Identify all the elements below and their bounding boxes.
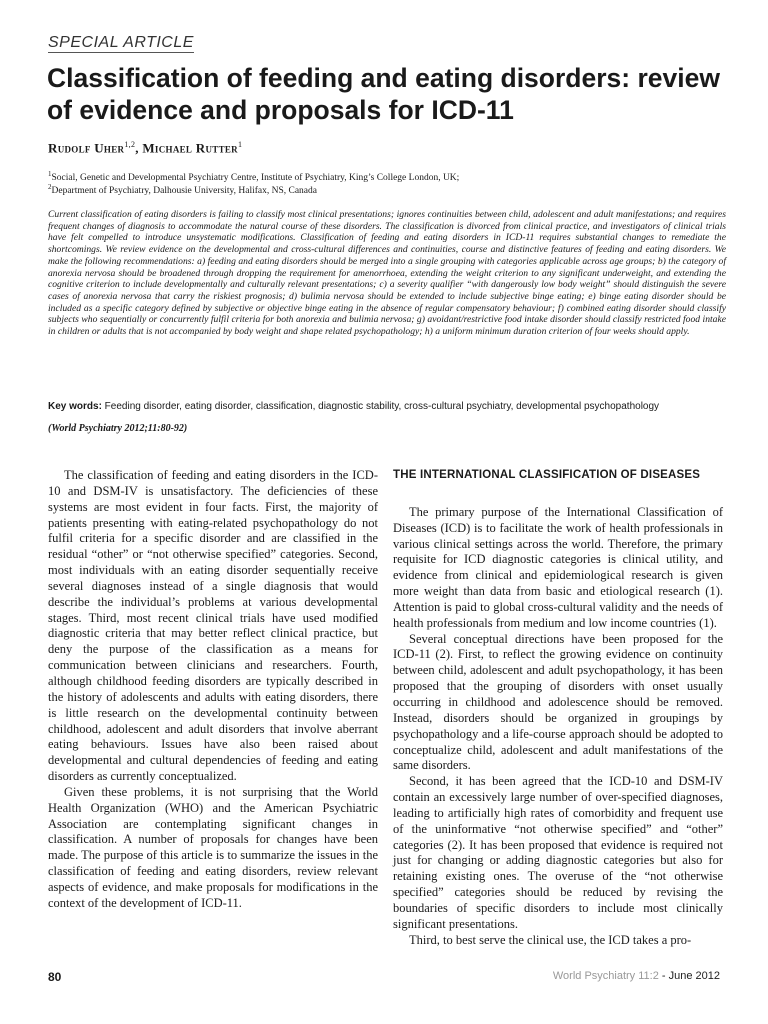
footer-separator: - [658,970,669,982]
body-paragraph: Given these problems, it is not surprising that the World Health Organization (WHO) and the American Psychiatric Association are contemplating significant changes in classification. A number of proposals for changes have been made. The purpose of this article is to summarize the issues in the classification of feeding and eating disorders, review relevant aspects of evidence, and make proposals for modifications in the context of the development of ICD-11. [48,784,378,910]
section-heading: THE INTERNATIONAL CLASSIFICATION OF DISEASES [393,469,701,481]
journal-name: World Psychiatry 11:2 [552,970,659,982]
affiliation-number: 2 [48,183,52,191]
author-separator: , [135,140,143,156]
body-column-right [393,468,723,948]
section-label: SPECIAL ARTICLE [48,34,194,51]
body-paragraph: Second, it has been agreed that the ICD-10 and DSM-IV contain an excessively large number of over-specified diagnoses, leading to artificially high rates of comorbidity and frequent use of the uninformative “not otherwise specified” and “other” categories (2). It has been proposed that evidence is required not just for changing or adding diagnostic categories but also for retaining existing ones. The overuse of the “not otherwise specified” categories should be reduced by revising the boundaries of specific disorders to include most clinically significant presentations. [393,774,723,931]
affiliation-text: Department of Psychiatry, Dalhousie University, Halifax, NS, Canada [51,186,317,197]
author-affiliation-mark: 1 [237,140,243,149]
keywords-label: Key words: [48,401,102,412]
article-title: Classification of feeding and eating disorders: review of evidence and proposals for ICD-11 [47,63,720,125]
body-column-left [48,468,378,912]
body-paragraph: The primary purpose of the International Classification of Diseases (ICD) is to facilitate the work of health professionals in various clinical settings across the world. Therefore, the primary requisite for ICD diagnostic categories is clinical utility, and evidence from clinical and epidemiological research is given more weight than data from basic and etiological research (1). Attention is paid to global cross-cultural validity and the needs of health professionals from medium and low income countries (1). [393,504,723,630]
journal-footer [553,970,720,982]
body-paragraph: Several conceptual directions have been proposed for the ICD-11 (2). First, to reflect the growing evidence on continuity between child, adolescent and adult psychopathology, it has been proposed that the grouping of disorders with onset usually occurring in childhood and adolescence should be removed. Instead, disorders should be organized in groupings by psychopathology and a life-course approach should be adopted to conceptualize child, adolescent and adult manifestations of the same disorders. [393,631,723,773]
author-name: Rudolf Uher [48,140,125,156]
affiliation-text: Social, Genetic and Developmental Psychiatry Centre, Institute of Psychiatry, King’s College London, UK; [51,173,460,184]
body-paragraph: The classification of feeding and eating disorders in the ICD-10 and DSM-IV is unsatisfactory. The deficiencies of these systems are most evident in four facts. First, the majority of patients presenting with eating-related psychopathology do not fulfil criteria for a specific disorder and are classified in the residual “other” or “not otherwise specified” categories. Second, most individuals with an eating disorder sequentially receive several diagnoses instead of a single diagnosis that would describe the individual’s problems at various developmental stages. Third, most recent clinical trials have used modified diagnostic criteria that may better reflect clinical practice, but deny the purpose of the classification as a means for communication between clinicians and researchers. Fourth, although childhood feeding disorders are typically described in the history of adolescents and adults with eating disorders, there is little research on the developmental continuity between childhood, adolescent and adult disorders that involve aberrant eating behaviours. Issues have also been raised about developmental and cultural dependencies of feeding and eating disorders as currently conceptualized. [48,468,378,784]
affiliation-2 [48,181,738,197]
author-affiliation-mark: 1,2 [124,140,136,149]
keywords [48,401,738,413]
keywords-text: Feeding disorder, eating disorder, classification, diagnostic stability, cross-cultural psychiatry, developmental psychopathology [101,401,660,412]
affiliation-number: 1 [48,170,52,178]
page-number: 80 [48,970,62,984]
author-list [48,140,242,156]
issue-date: June 2012 [668,970,720,982]
author-name: Michael Rutter [142,140,238,156]
citation: (World Psychiatry 2012;11:80-92) [48,423,188,434]
abstract: Current classification of eating disorders is failing to classify most clinical presentations; ignores continuities between child, adolescent and adult manifestations; and requires frequent changes of diagnosis to accommodate the natural course of these disorders. The classification is divorced from clinical practice, and investigators of clinical trials have felt compelled to introduce unsystematic modifications. Classification of feeding and eating disorders in ICD-11 requires substantial changes to remediate the shortcomings. We review evidence on the developmental and cross-cultural differences and continuities, course and distinctive features of feeding and eating disorders. We make the following recommendations: a) feeding and eating disorders should be merged into a single grouping with categories applicable across age groups; b) the category of anorexia nervosa should be broadened through dropping the requirement for amenorrhoea, extending the weight criterion to any significant underweight, and extending the cognitive criterion to include developmentally and culturally relevant presentations; c) a severity qualifier “with dangerously low body weight” should distinguish the severe cases of anorexia nervosa that carry the riskiest prognosis; d) bulimia nervosa should be extended to include subjective binge eating; e) binge eating disorder should be included as a specific category defined by subjective or objective binge eating in the absence of regular compensatory behaviour; f) combined eating disorder should classify subjects who sequentially or concurrently fulfil criteria for both anorexia and bulimia nervosa; g) avoidant/restrictive food intake disorder should classify restricted food intake in children or adults that is not accompanied by body weight and shape related psychopathology; h) a uniform minimum duration criterion of four weeks should apply. [48,209,726,338]
body-paragraph: Third, to best serve the clinical use, the ICD takes a pro- [409,932,692,947]
